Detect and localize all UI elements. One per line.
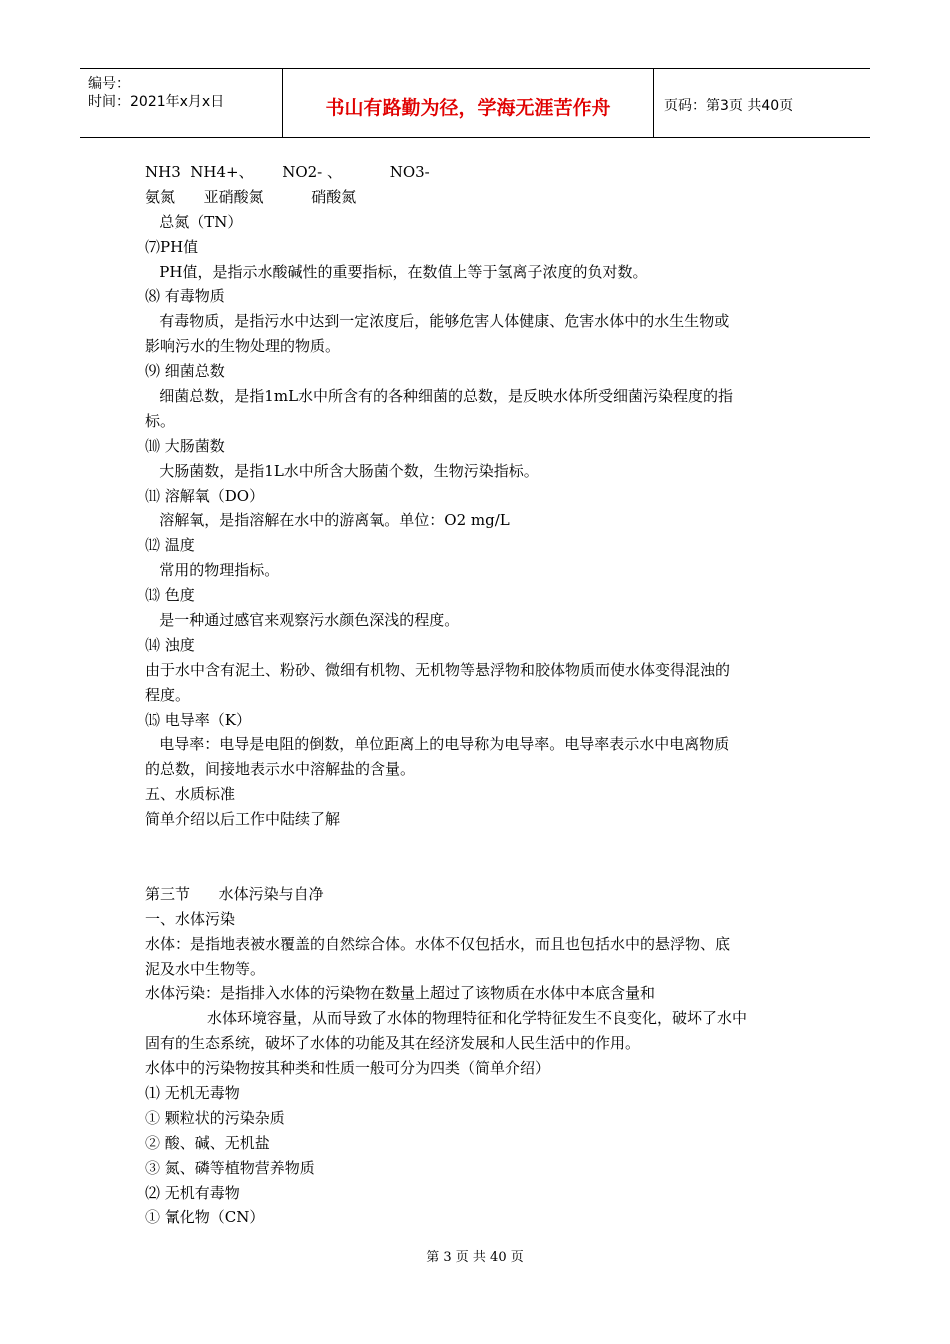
document-number-label: 编号： (88, 76, 130, 92)
text-line: 的总数，间接地表示水中溶解盐的含量。 (145, 760, 416, 779)
text-line: NH3 NH4+、 NO2- 、 NO3- (145, 163, 430, 181)
text-line: ⑿ 温度 (145, 536, 195, 555)
text-line: 是一种通过感官来观察污水颜色深浅的程度。 (145, 611, 460, 630)
header-page-cell (664, 69, 870, 137)
text-line: 氨氮 亚硝酸氮 硝酸氮 (145, 187, 357, 206)
text-line: ⑻ 有毒物质 (145, 287, 225, 306)
text-line: ⒁ 浊度 (145, 635, 195, 654)
text-line: 一、水体污染 (145, 909, 236, 928)
text-line: 标。 (145, 411, 176, 430)
text-line: 水体污染：是指排入水体的污染物在数量上超过了该物质在水体中本底含量和 (145, 984, 656, 1003)
header-motto: 书山有路勤为径，学海无涯苦作舟 (325, 97, 611, 119)
text-line: 简单介绍以后工作中陆续了解 (145, 810, 341, 829)
text-line: ① 颗粒状的污染杂质 (145, 1108, 285, 1127)
text-line: 固有的生态系统，破坏了水体的功能及其在经济发展和人民生活中的作用。 (145, 1034, 641, 1053)
text-line: PH值，是指示水酸碱性的重要指标，在数值上等于氢离子浓度的负对数。 (145, 262, 648, 281)
text-line: 电导率：电导是电阻的倒数，单位距离上的电导称为电导率。电导率表示水中电离物质 (145, 735, 730, 754)
text-line: 常用的物理指标。 (145, 561, 280, 580)
text-line: 第三节 水体污染与自净 (145, 884, 324, 903)
text-line: 水体环境容量，从而导致了水体的物理特征和化学特征发生不良变化，破坏了水中 (145, 1009, 747, 1028)
text-line (145, 832, 815, 857)
text-line: 影响污水的生物处理的物质。 (145, 337, 341, 356)
text-line: 泥及水中生物等。 (145, 959, 266, 978)
text-line: 溶解氧，是指溶解在水中的游离氧。单位：O2 mg/L (145, 511, 510, 530)
text-line: ② 酸、碱、无机盐 (145, 1133, 270, 1152)
text-line: ③ 氮、磷等植物营养物质 (145, 1158, 315, 1177)
text-line: ⑺PH值 (145, 237, 199, 256)
text-line: ⑾ 溶解氧（DO） (145, 486, 265, 505)
text-line: 五、水质标准 (145, 785, 236, 804)
header-page-number: 页码：第3页 共40页 (664, 98, 794, 114)
text-line: 细菌总数，是指1mL水中所含有的各种细菌的总数，是反映水体所受细菌污染程度的指 (145, 387, 734, 406)
text-line: 程度。 (145, 685, 191, 704)
text-line: ⑴ 无机无毒物 (145, 1083, 240, 1102)
text-line: ⑵ 无机有毒物 (145, 1183, 240, 1202)
text-line: 有毒物质，是指污水中达到一定浓度后，能够危害人体健康、危害水体中的水生生物或 (145, 312, 730, 331)
text-line: ⒂ 电导率（K） (145, 710, 251, 729)
header-motto-cell (282, 69, 654, 137)
page-header (80, 68, 870, 138)
text-line: ⑽ 大肠菌数 (145, 436, 225, 455)
text-line: 由于水中含有泥土、粉砂、微细有机物、无机物等悬浮物和胶体物质而使水体变得混浊的 (145, 660, 731, 679)
text-line: 总氮（TN） (145, 212, 243, 231)
text-line: ⒀ 色度 (145, 586, 195, 605)
header-info-cell (80, 69, 280, 137)
text-line (145, 857, 815, 882)
document-body (145, 160, 815, 1230)
text-line: ⑼ 细菌总数 (145, 362, 225, 381)
text-line: 水体中的污染物按其种类和性质一般可分为四类（简单介绍） (145, 1059, 551, 1078)
document-date-label: 时间：2021年x月x日 (88, 94, 225, 110)
text-line: ① 氰化物（CN） (145, 1208, 265, 1227)
page-footer: 第 3 页 共 40 页 (426, 1250, 524, 1265)
text-line: 大肠菌数，是指1L水中所含大肠菌个数，生物污染指标。 (145, 461, 539, 480)
text-line: 水体：是指地表被水覆盖的自然综合体。水体不仅包括水，而且也包括水中的悬浮物、底 (145, 934, 731, 953)
